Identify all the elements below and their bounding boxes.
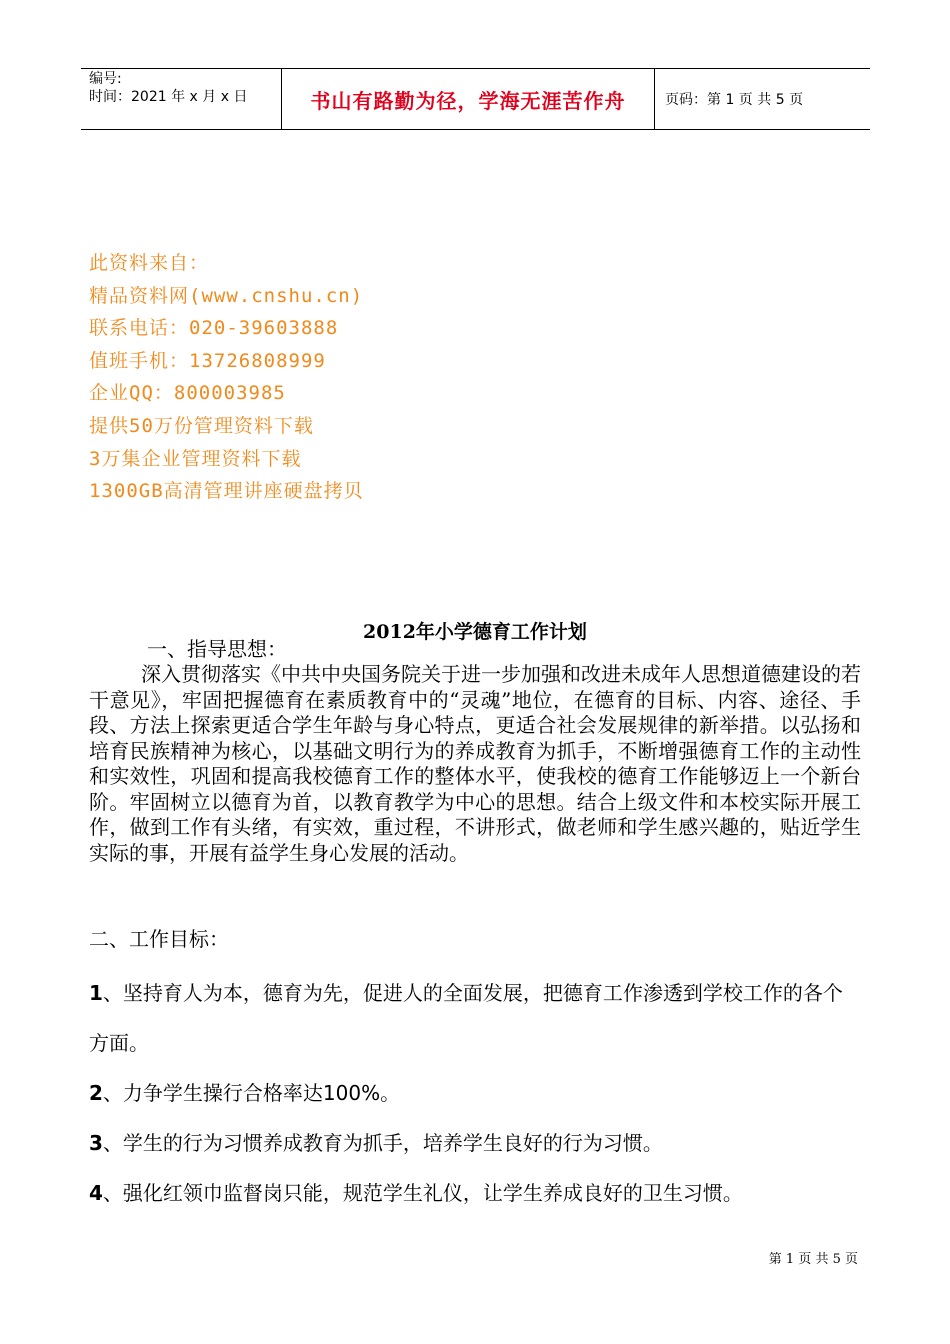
- source-info-block: [89, 250, 364, 511]
- section1-heading: 一、指导思想：: [147, 637, 287, 661]
- header-motto-cell: [282, 69, 655, 129]
- section-work-goals: [89, 924, 861, 1218]
- motto-text: 书山有路勤为径，学海无涯苦作舟: [310, 88, 626, 113]
- goal-item: 4、强化红领巾监督岗只能，规范学生礼仪，让学生养成良好的卫生习惯。: [89, 1181, 743, 1205]
- section2-heading: 二、工作目标：: [89, 927, 229, 951]
- goal-item: 1、坚持育人为本，德育为先，促进人的全面发展，把德育工作渗透到学校工作的各个方面。: [89, 981, 843, 1055]
- source-line: 1300GB高清管理讲座硬盘拷贝: [89, 480, 364, 503]
- goal-item: 3、学生的行为习惯养成教育为抓手，培养学生良好的行为习惯。: [89, 1131, 663, 1155]
- source-line: 此资料来自：: [89, 252, 210, 274]
- header-page-cell: [655, 69, 870, 129]
- header-info-cell: [81, 69, 282, 129]
- footer-page-number: 第 1 页 共 5 页: [768, 1252, 858, 1267]
- section-guiding-thought: [89, 636, 861, 866]
- header-page-number: 页码：第 1 页 共 5 页: [665, 92, 804, 108]
- time-label: 时间：2021 年 x 月 x 日: [89, 89, 248, 105]
- goal-item: 2、力争学生操行合格率达100%。: [89, 1081, 401, 1105]
- header-table: [81, 68, 870, 130]
- source-line: 精品资料网(www.cnshu.cn): [89, 284, 364, 307]
- source-line: 3万集企业管理资料下载: [89, 447, 302, 470]
- source-line: 值班手机：13726808999: [89, 349, 326, 372]
- source-line: 提供50万份管理资料下载: [89, 414, 314, 437]
- number-label: 编号:: [89, 71, 122, 87]
- source-line: 企业QQ：800003985: [89, 382, 286, 405]
- source-line: 联系电话：020-39603888: [89, 317, 339, 340]
- document-title: 2012年小学德育工作计划: [363, 621, 587, 643]
- section1-paragraph: 深入贯彻落实《中共中央国务院关于进一步加强和改进未成年人思想道德建设的若干意见》，牢固把握德育在素质教育中的“灵魂”地位，在德育的目标、内容、途径、手段、方法上探索更适合学生年龄与身心特点，更适合社会发展规律的新举措。以弘扬和培育民族精神为核心，以基础文明行为的养成教育为抓手，不断增强德育工作的主动性和实效性，巩固和提高我校德育工作的整体水平，使我校的德育工作能够迈上一个新台阶。牢固树立以德育为首，以教育教学为中心的思想。结合上级文件和本校实际开展工作，做到工作有头绪，有实效，重过程，不讲形式，做老师和学生感兴趣的，贴近学生实际的事，开展有益学生身心发展的活动。: [89, 662, 861, 865]
